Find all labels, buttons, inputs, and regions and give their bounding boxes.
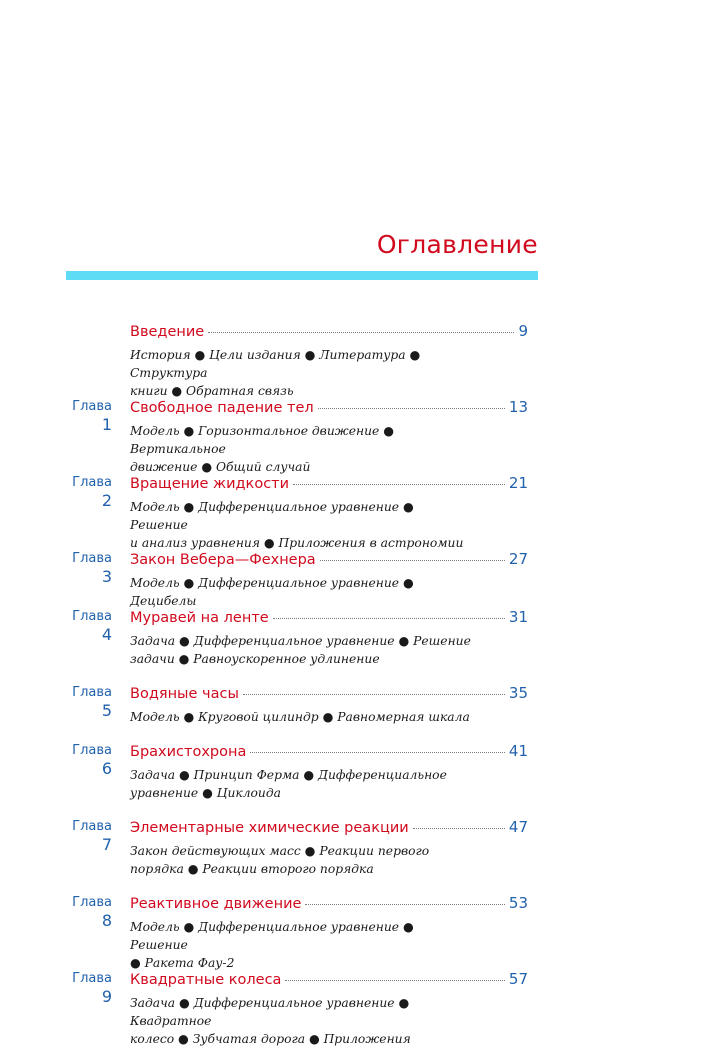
toc-entry[interactable] <box>0 474 702 550</box>
chapter-number: 4 <box>101 625 112 644</box>
page-number[interactable]: 9 <box>518 322 528 340</box>
chapter-number: 3 <box>101 567 112 586</box>
page-number[interactable]: 27 <box>508 550 528 568</box>
entry-heading-row[interactable] <box>130 398 528 416</box>
page-number[interactable]: 31 <box>508 608 528 626</box>
entry-subtopics <box>130 708 475 726</box>
dot-leader <box>243 694 505 695</box>
entry-subtopics <box>130 842 475 878</box>
page-number[interactable]: 47 <box>508 818 528 836</box>
page-number[interactable]: 21 <box>508 474 528 492</box>
chapter-word: Глава <box>72 475 112 490</box>
entry-title-link[interactable]: Закон Вебера—Фехнера <box>130 552 316 568</box>
chapter-number: 6 <box>101 759 112 778</box>
chapter-number: 8 <box>101 911 112 930</box>
entry-heading-row[interactable] <box>130 818 528 836</box>
subtopic-line: и анализ уравнения ● Приложения в астрономии <box>130 536 464 550</box>
chapter-word: Глава <box>72 551 112 566</box>
page-number[interactable]: 13 <box>508 398 528 416</box>
chapter-number: 2 <box>101 491 112 510</box>
entry-heading-row[interactable] <box>130 970 528 988</box>
chapter-label <box>60 397 112 434</box>
entry-title-link[interactable]: Элементарные химические реакции <box>130 820 409 836</box>
subtopic-line: Модель ● Дифференциальное уравнение ● Децибелы <box>130 576 414 608</box>
subtopic-line: задачи ● Равноускоренное удлинение <box>130 652 380 666</box>
title-accent-bar <box>66 271 538 280</box>
entry-heading-row[interactable] <box>130 550 528 568</box>
subtopic-line: Модель ● Дифференциальное уравнение ● Решение <box>130 500 414 532</box>
subtopic-line: Модель ● Дифференциальное уравнение ● Решение <box>130 920 414 952</box>
subtopic-line: Модель ● Круговой цилиндр ● Равномерная шкала <box>130 710 470 724</box>
entry-title-link[interactable]: Свободное падение тел <box>130 400 314 416</box>
entry-heading-row[interactable] <box>130 684 528 702</box>
subtopic-line: Модель ● Горизонтальное движение ● Вертикальное <box>130 424 394 456</box>
dot-leader <box>208 332 514 333</box>
chapter-number: 1 <box>101 415 112 434</box>
entry-title-link[interactable]: Квадратные колеса <box>130 972 282 988</box>
toc-entry[interactable] <box>0 322 702 398</box>
subtopic-line: Закон действующих масс ● Реакции первого <box>130 844 430 858</box>
toc-entry[interactable] <box>0 684 702 742</box>
toc-entry[interactable] <box>0 818 702 894</box>
entry-heading-row[interactable] <box>130 322 528 340</box>
dot-leader <box>318 408 505 409</box>
dot-leader <box>413 828 505 829</box>
dot-leader <box>305 904 504 905</box>
toc-entries <box>0 322 702 1046</box>
entry-heading-row[interactable] <box>130 894 528 912</box>
subtopic-line: уравнение ● Циклоида <box>130 786 281 800</box>
dot-leader <box>285 980 504 981</box>
page-number[interactable]: 57 <box>508 970 528 988</box>
entry-title-link[interactable]: Водяные часы <box>130 686 239 702</box>
toc-entry[interactable] <box>0 550 702 608</box>
toc-entry[interactable] <box>0 398 702 474</box>
subtopic-line: движение ● Общий случай <box>130 460 311 474</box>
subtopic-line: История ● Цели издания ● Литература ● Структура <box>130 348 421 380</box>
chapter-label <box>60 969 112 1006</box>
chapter-label <box>60 607 112 644</box>
dot-leader <box>320 560 505 561</box>
subtopic-line: порядка ● Реакции второго порядка <box>130 862 374 876</box>
chapter-label <box>60 683 112 720</box>
entry-subtopics <box>130 498 475 552</box>
page-number[interactable]: 41 <box>508 742 528 760</box>
chapter-label <box>60 741 112 778</box>
entry-subtopics <box>130 766 475 802</box>
entry-subtopics <box>130 918 475 972</box>
chapter-number: 5 <box>101 701 112 720</box>
subtopic-line: колесо ● Зубчатая дорога ● Приложения <box>130 1032 411 1046</box>
subtopic-line: книги ● Обратная связь <box>130 384 294 398</box>
chapter-number: 9 <box>101 987 112 1006</box>
entry-title-link[interactable]: Брахистохрона <box>130 744 247 760</box>
entry-title-link[interactable]: Реактивное движение <box>130 896 302 912</box>
chapter-label <box>60 893 112 930</box>
chapter-word: Глава <box>72 685 112 700</box>
subtopic-line: Задача ● Дифференциальное уравнение ● Квадратное <box>130 996 410 1028</box>
entry-title-link[interactable]: Муравей на ленте <box>130 610 269 626</box>
entry-subtopics <box>130 632 475 668</box>
entry-subtopics <box>130 574 475 610</box>
page-title: Оглавление <box>376 230 538 259</box>
entry-title-link[interactable]: Введение <box>130 324 205 340</box>
toc-entry[interactable] <box>0 894 702 970</box>
entry-subtopics <box>130 422 475 476</box>
entry-heading-row[interactable] <box>130 608 528 626</box>
subtopic-line: Задача ● Принцип Ферма ● Дифференциальное <box>130 768 447 782</box>
dot-leader <box>293 484 505 485</box>
entry-title-link[interactable]: Вращение жидкости <box>130 476 290 492</box>
chapter-word: Глава <box>72 895 112 910</box>
chapter-label <box>60 817 112 854</box>
chapter-label <box>60 473 112 510</box>
chapter-label <box>60 549 112 586</box>
page-number[interactable]: 53 <box>508 894 528 912</box>
page-number[interactable]: 35 <box>508 684 528 702</box>
subtopic-line: ● Ракета Фау-2 <box>130 956 235 970</box>
toc-entry[interactable] <box>0 742 702 818</box>
chapter-number: 7 <box>101 835 112 854</box>
subtopic-line: Задача ● Дифференциальное уравнение ● Решение <box>130 634 471 648</box>
entry-subtopics <box>130 346 475 400</box>
toc-entry[interactable] <box>0 970 702 1046</box>
dot-leader <box>250 752 505 753</box>
dot-leader <box>273 618 505 619</box>
toc-entry[interactable] <box>0 608 702 684</box>
entry-heading-row[interactable] <box>130 474 528 492</box>
entry-subtopics <box>130 994 475 1048</box>
chapter-word: Глава <box>72 609 112 624</box>
chapter-word: Глава <box>72 399 112 414</box>
chapter-word: Глава <box>72 743 112 758</box>
chapter-word: Глава <box>72 971 112 986</box>
chapter-word: Глава <box>72 819 112 834</box>
entry-heading-row[interactable] <box>130 742 528 760</box>
